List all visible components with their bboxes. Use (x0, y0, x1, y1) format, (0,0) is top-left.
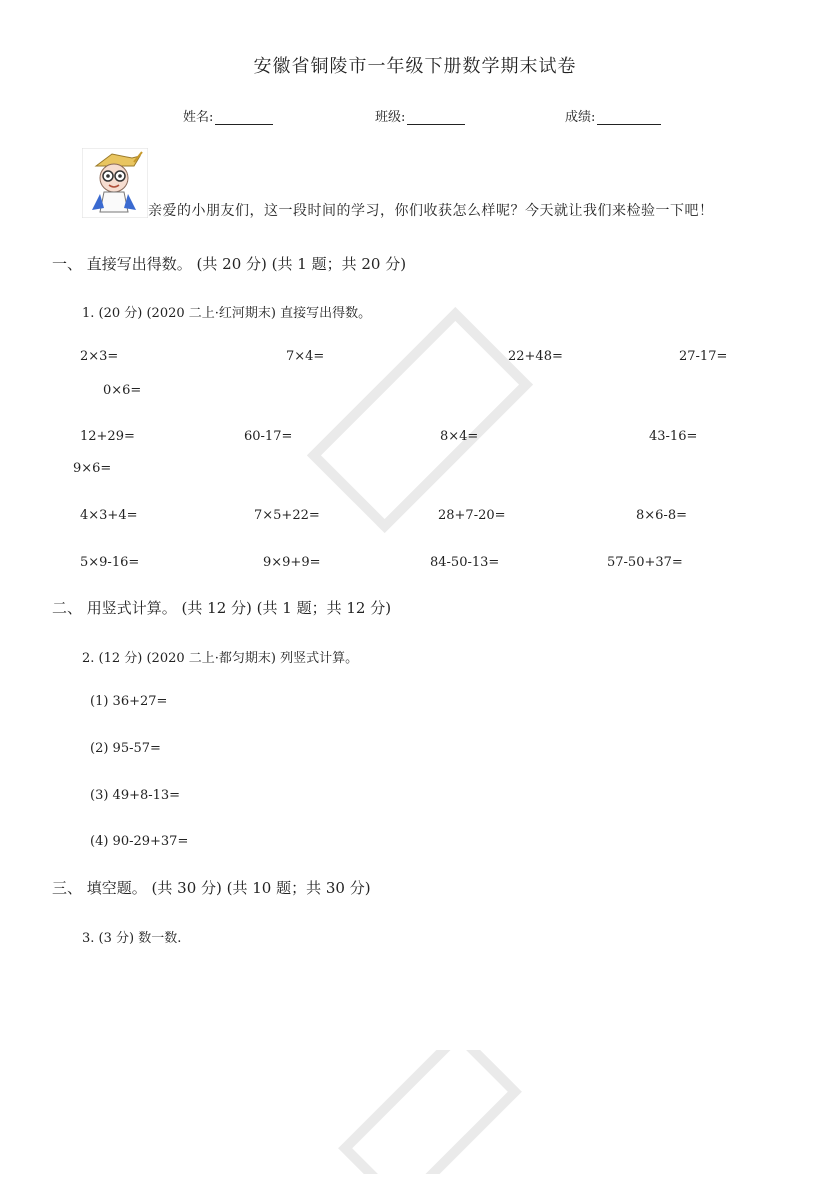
arithmetic-item: 7×4= (286, 349, 325, 364)
vertical-calc-item: (1) 36+27= (90, 694, 168, 709)
arithmetic-item: 8×6-8= (636, 508, 687, 523)
name-blank (215, 110, 273, 125)
arithmetic-item: 4×3+4= (80, 508, 138, 523)
arithmetic-item: 22+48= (508, 349, 563, 364)
name-label: 姓名: (183, 110, 214, 125)
watermark-logo-bottom (330, 1050, 530, 1178)
arithmetic-item: 9×6= (73, 461, 112, 476)
arithmetic-item: 0×6= (103, 383, 142, 398)
arithmetic-item: 27-17= (679, 349, 728, 364)
arithmetic-item: 5×9-16= (80, 555, 140, 570)
vertical-calc-item: (2) 95-57= (90, 741, 161, 756)
score-field (565, 106, 661, 125)
intro-text: 亲爱的小朋友们，这一段时间的学习，你们收获怎么样呢？今天就让我们来检验一下吧！ (148, 203, 714, 219)
arithmetic-item: 60-17= (244, 429, 293, 444)
arithmetic-item: 84-50-13= (430, 555, 500, 570)
arithmetic-item: 9×9+9= (263, 555, 321, 570)
score-blank (597, 110, 661, 125)
section-2-heading: 二、 用竖式计算。 (共 12 分) (共 1 题；共 12 分) (52, 599, 392, 617)
cartoon-mascot-image (82, 148, 148, 218)
vertical-calc-item: (4) 90-29+37= (90, 834, 189, 849)
page-title: 安徽省铜陵市一年级下册数学期末试卷 (253, 56, 577, 77)
class-blank (407, 110, 465, 125)
arithmetic-item: 43-16= (649, 429, 698, 444)
score-label: 成绩: (565, 110, 596, 125)
vertical-calc-item: (3) 49+8-13= (90, 788, 181, 803)
question-1-header: 1. (20 分) (2020 二上·红河期末) 直接写出得数。 (82, 306, 372, 321)
section-1-heading: 一、 直接写出得数。 (共 20 分) (共 1 题；共 20 分) (52, 255, 407, 273)
arithmetic-item: 12+29= (80, 429, 135, 444)
question-3-header: 3. (3 分) 数一数. (82, 931, 182, 946)
arithmetic-item: 57-50+37= (607, 555, 683, 570)
section-3-heading: 三、 填空题。 (共 30 分) (共 10 题；共 30 分) (52, 879, 371, 897)
watermark-logo (300, 300, 540, 544)
arithmetic-item: 8×4= (440, 429, 479, 444)
class-label: 班级: (375, 110, 406, 125)
question-2-header: 2. (12 分) (2020 二上·都匀期末) 列竖式计算。 (82, 651, 359, 666)
arithmetic-item: 2×3= (80, 349, 119, 364)
name-field (183, 106, 273, 125)
arithmetic-item: 28+7-20= (438, 508, 506, 523)
class-field (375, 106, 465, 125)
arithmetic-item: 7×5+22= (254, 508, 320, 523)
